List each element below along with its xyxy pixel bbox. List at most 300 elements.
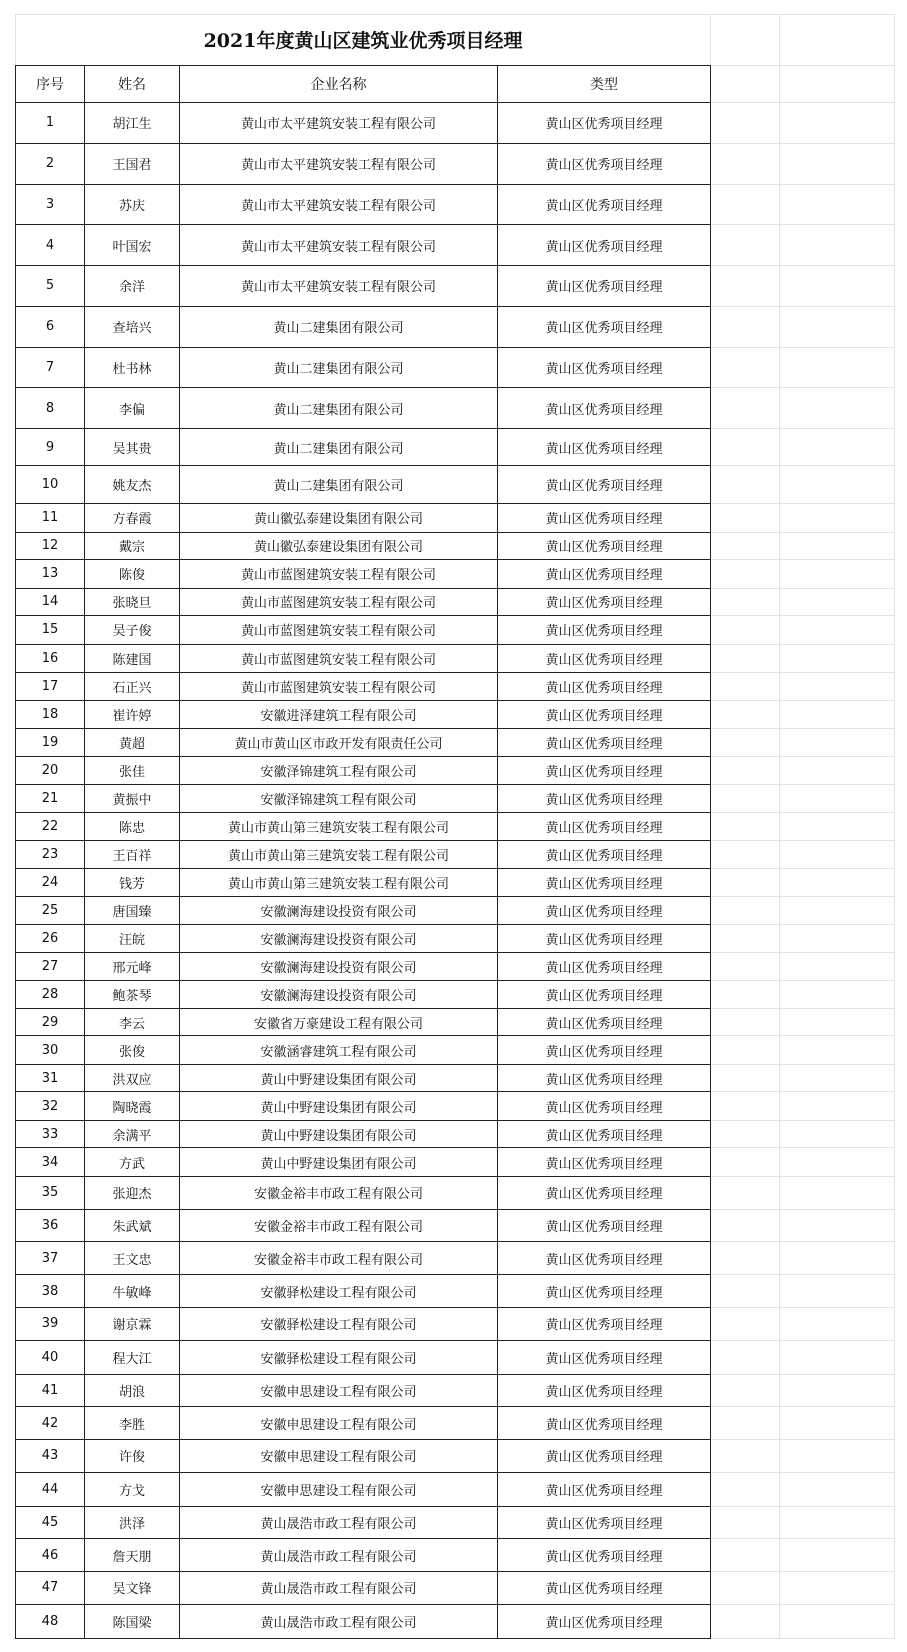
empty-cell[interactable] [711, 387, 780, 428]
row-company: 黄山市太平建筑安装工程有限公司 [180, 102, 498, 143]
empty-cell[interactable] [711, 1242, 780, 1275]
empty-cell[interactable] [780, 1242, 895, 1275]
empty-cell[interactable] [780, 306, 895, 347]
row-type: 黄山区优秀项目经理 [498, 387, 711, 428]
row-type: 黄山区优秀项目经理 [498, 143, 711, 184]
row-index: 7 [16, 347, 85, 387]
row-type: 黄山区优秀项目经理 [498, 347, 711, 387]
empty-cell[interactable] [711, 1506, 780, 1539]
row-type: 黄山区优秀项目经理 [498, 429, 711, 466]
row-name: 许俊 [85, 1440, 180, 1473]
header-company: 企业名称 [180, 65, 498, 102]
row-name: 余满平 [85, 1120, 180, 1147]
empty-cell[interactable] [711, 185, 780, 225]
row-type: 黄山区优秀项目经理 [498, 1506, 711, 1539]
row-index: 15 [16, 616, 85, 645]
table-row [16, 266, 895, 306]
empty-cell[interactable] [780, 1036, 895, 1065]
empty-cell[interactable] [711, 644, 780, 673]
table-row [16, 616, 895, 645]
empty-cell[interactable] [780, 1340, 895, 1374]
table-row [16, 1120, 895, 1147]
empty-cell[interactable] [780, 1604, 895, 1638]
row-index: 3 [16, 185, 85, 225]
row-type: 黄山区优秀项目经理 [498, 1407, 711, 1440]
empty-cell[interactable] [780, 1065, 895, 1092]
empty-cell[interactable] [780, 1092, 895, 1121]
header-name: 姓名 [85, 65, 180, 102]
row-type: 黄山区优秀项目经理 [498, 841, 711, 868]
row-type: 黄山区优秀项目经理 [498, 1472, 711, 1506]
table-row [16, 673, 895, 700]
empty-cell[interactable] [780, 924, 895, 953]
row-name: 叶国宏 [85, 225, 180, 266]
table-row [16, 1307, 895, 1340]
empty-cell[interactable] [780, 1407, 895, 1440]
empty-cell[interactable] [780, 1148, 895, 1177]
row-company: 黄山徽弘泰建设集团有限公司 [180, 532, 498, 559]
table-row [16, 225, 895, 266]
table-row [16, 729, 895, 756]
row-name: 张晓旦 [85, 588, 180, 615]
row-company: 黄山中野建设集团有限公司 [180, 1120, 498, 1147]
empty-cell[interactable] [711, 1036, 780, 1065]
row-type: 黄山区优秀项目经理 [498, 1340, 711, 1374]
table-row [16, 785, 895, 812]
empty-cell[interactable] [711, 897, 780, 924]
table-row [16, 924, 895, 953]
row-name: 谢京霖 [85, 1307, 180, 1340]
empty-cell[interactable] [780, 15, 895, 66]
row-type: 黄山区优秀项目经理 [498, 225, 711, 266]
empty-cell[interactable] [780, 673, 895, 700]
empty-cell[interactable] [780, 1307, 895, 1340]
row-index: 48 [16, 1604, 85, 1638]
empty-cell[interactable] [711, 65, 780, 102]
table-row [16, 1176, 895, 1209]
empty-cell[interactable] [711, 306, 780, 347]
row-name: 邢元峰 [85, 953, 180, 980]
empty-cell[interactable] [780, 1374, 895, 1407]
empty-cell[interactable] [711, 729, 780, 756]
row-name: 李胜 [85, 1407, 180, 1440]
empty-cell[interactable] [780, 616, 895, 645]
spreadsheet [15, 14, 894, 1639]
empty-cell[interactable] [780, 429, 895, 466]
row-index: 23 [16, 841, 85, 868]
row-name: 张佳 [85, 756, 180, 785]
row-index: 4 [16, 225, 85, 266]
empty-cell[interactable] [780, 1472, 895, 1506]
row-type: 黄山区优秀项目经理 [498, 1209, 711, 1242]
row-name: 石正兴 [85, 673, 180, 700]
empty-cell[interactable] [711, 1307, 780, 1340]
empty-cell[interactable] [780, 185, 895, 225]
row-name: 李云 [85, 1009, 180, 1036]
empty-cell[interactable] [780, 588, 895, 615]
table-row [16, 1407, 895, 1440]
empty-cell[interactable] [780, 225, 895, 266]
row-type: 黄山区优秀项目经理 [498, 700, 711, 729]
empty-cell[interactable] [780, 729, 895, 756]
row-company: 安徽金裕丰市政工程有限公司 [180, 1176, 498, 1209]
row-type: 黄山区优秀项目经理 [498, 868, 711, 897]
row-type: 黄山区优秀项目经理 [498, 266, 711, 306]
row-type: 黄山区优秀项目经理 [498, 1148, 711, 1177]
row-company: 黄山二建集团有限公司 [180, 347, 498, 387]
empty-cell[interactable] [780, 1506, 895, 1539]
row-index: 22 [16, 812, 85, 841]
row-index: 10 [16, 466, 85, 504]
empty-cell[interactable] [711, 1472, 780, 1506]
table-row [16, 306, 895, 347]
row-type: 黄山区优秀项目经理 [498, 1092, 711, 1121]
row-index: 2 [16, 143, 85, 184]
row-company: 黄山晟浩市政工程有限公司 [180, 1506, 498, 1539]
row-company: 黄山晟浩市政工程有限公司 [180, 1539, 498, 1572]
row-name: 黄振中 [85, 785, 180, 812]
table-row [16, 841, 895, 868]
table-row [16, 1275, 895, 1308]
empty-cell[interactable] [780, 700, 895, 729]
table-row [16, 1065, 895, 1092]
row-type: 黄山区优秀项目经理 [498, 1604, 711, 1638]
table-row [16, 532, 895, 559]
row-name: 陶晓霞 [85, 1092, 180, 1121]
row-type: 黄山区优秀项目经理 [498, 812, 711, 841]
row-type: 黄山区优秀项目经理 [498, 532, 711, 559]
empty-cell[interactable] [711, 1340, 780, 1374]
row-type: 黄山区优秀项目经理 [498, 1572, 711, 1605]
empty-cell[interactable] [711, 868, 780, 897]
empty-cell[interactable] [711, 1275, 780, 1308]
row-name: 余洋 [85, 266, 180, 306]
row-index: 20 [16, 756, 85, 785]
empty-cell[interactable] [711, 616, 780, 645]
row-name: 苏庆 [85, 185, 180, 225]
row-type: 黄山区优秀项目经理 [498, 1009, 711, 1036]
row-type: 黄山区优秀项目经理 [498, 1065, 711, 1092]
row-type: 黄山区优秀项目经理 [498, 1374, 711, 1407]
table-row [16, 953, 895, 980]
row-name: 陈俊 [85, 560, 180, 589]
row-company: 黄山中野建设集团有限公司 [180, 1092, 498, 1121]
empty-cell[interactable] [711, 785, 780, 812]
row-name: 黄超 [85, 729, 180, 756]
empty-cell[interactable] [780, 347, 895, 387]
row-index: 27 [16, 953, 85, 980]
row-name: 胡浪 [85, 1374, 180, 1407]
empty-cell[interactable] [711, 429, 780, 466]
empty-cell[interactable] [711, 1407, 780, 1440]
empty-cell[interactable] [780, 1275, 895, 1308]
empty-cell[interactable] [711, 980, 780, 1009]
table-title: 2021年度黄山区建筑业优秀项目经理 [16, 15, 711, 66]
empty-cell[interactable] [711, 953, 780, 980]
row-index: 9 [16, 429, 85, 466]
empty-cell[interactable] [780, 1209, 895, 1242]
row-name: 吴文锋 [85, 1572, 180, 1605]
empty-cell[interactable] [711, 266, 780, 306]
row-index: 5 [16, 266, 85, 306]
empty-cell[interactable] [711, 841, 780, 868]
empty-cell[interactable] [780, 868, 895, 897]
row-name: 吴其贵 [85, 429, 180, 466]
empty-cell[interactable] [711, 924, 780, 953]
row-company: 安徽澜海建设投资有限公司 [180, 924, 498, 953]
table-row [16, 1572, 895, 1605]
table-row [16, 700, 895, 729]
empty-cell[interactable] [711, 1092, 780, 1121]
empty-cell[interactable] [711, 673, 780, 700]
table-row [16, 1340, 895, 1374]
row-name: 查培兴 [85, 306, 180, 347]
row-company: 黄山市太平建筑安装工程有限公司 [180, 266, 498, 306]
empty-cell[interactable] [780, 1572, 895, 1605]
row-company: 安徽驿松建设工程有限公司 [180, 1340, 498, 1374]
row-company: 黄山中野建设集团有限公司 [180, 1065, 498, 1092]
row-name: 杜书林 [85, 347, 180, 387]
table-row [16, 1092, 895, 1121]
empty-cell[interactable] [780, 1176, 895, 1209]
empty-cell[interactable] [780, 1009, 895, 1036]
row-index: 32 [16, 1092, 85, 1121]
table-row [16, 429, 895, 466]
empty-cell[interactable] [711, 504, 780, 533]
row-company: 安徽驿松建设工程有限公司 [180, 1307, 498, 1340]
empty-cell[interactable] [711, 700, 780, 729]
empty-cell[interactable] [780, 812, 895, 841]
row-company: 黄山市蓝图建筑安装工程有限公司 [180, 673, 498, 700]
row-name: 张俊 [85, 1036, 180, 1065]
row-index: 38 [16, 1275, 85, 1308]
header-type: 类型 [498, 65, 711, 102]
row-company: 黄山市蓝图建筑安装工程有限公司 [180, 560, 498, 589]
table-row [16, 1036, 895, 1065]
empty-cell[interactable] [780, 266, 895, 306]
empty-cell[interactable] [711, 1176, 780, 1209]
row-company: 安徽申思建设工程有限公司 [180, 1374, 498, 1407]
empty-cell[interactable] [780, 1440, 895, 1473]
row-type: 黄山区优秀项目经理 [498, 102, 711, 143]
row-company: 黄山中野建设集团有限公司 [180, 1148, 498, 1177]
empty-cell[interactable] [711, 532, 780, 559]
row-type: 黄山区优秀项目经理 [498, 616, 711, 645]
table-row [16, 143, 895, 184]
row-index: 13 [16, 560, 85, 589]
row-index: 26 [16, 924, 85, 953]
row-index: 33 [16, 1120, 85, 1147]
row-index: 35 [16, 1176, 85, 1209]
empty-cell[interactable] [711, 1209, 780, 1242]
row-index: 1 [16, 102, 85, 143]
row-type: 黄山区优秀项目经理 [498, 1539, 711, 1572]
table-row [16, 588, 895, 615]
row-company: 黄山市黄山第三建筑安装工程有限公司 [180, 812, 498, 841]
table-row [16, 980, 895, 1009]
row-type: 黄山区优秀项目经理 [498, 306, 711, 347]
empty-cell[interactable] [711, 756, 780, 785]
row-company: 安徽驿松建设工程有限公司 [180, 1275, 498, 1308]
row-index: 46 [16, 1539, 85, 1572]
row-company: 黄山徽弘泰建设集团有限公司 [180, 504, 498, 533]
row-type: 黄山区优秀项目经理 [498, 673, 711, 700]
empty-cell[interactable] [711, 466, 780, 504]
row-index: 30 [16, 1036, 85, 1065]
empty-cell[interactable] [780, 897, 895, 924]
row-name: 汪皖 [85, 924, 180, 953]
table-row [16, 102, 895, 143]
row-index: 42 [16, 1407, 85, 1440]
table-row [16, 347, 895, 387]
empty-cell[interactable] [711, 1604, 780, 1638]
table-row [16, 644, 895, 673]
row-company: 黄山市黄山第三建筑安装工程有限公司 [180, 868, 498, 897]
row-company: 黄山晟浩市政工程有限公司 [180, 1572, 498, 1605]
row-index: 34 [16, 1148, 85, 1177]
empty-cell[interactable] [711, 1120, 780, 1147]
table-row [16, 1539, 895, 1572]
empty-cell[interactable] [711, 588, 780, 615]
table-row [16, 466, 895, 504]
empty-cell[interactable] [780, 841, 895, 868]
row-name: 鲍茶琴 [85, 980, 180, 1009]
row-name: 程大江 [85, 1340, 180, 1374]
row-index: 47 [16, 1572, 85, 1605]
row-company: 安徽澜海建设投资有限公司 [180, 953, 498, 980]
empty-cell[interactable] [780, 466, 895, 504]
row-company: 安徽省万豪建设工程有限公司 [180, 1009, 498, 1036]
row-name: 崔许婷 [85, 700, 180, 729]
empty-cell[interactable] [711, 1148, 780, 1177]
empty-cell[interactable] [711, 15, 780, 66]
empty-cell[interactable] [780, 785, 895, 812]
table-row [16, 897, 895, 924]
empty-cell[interactable] [711, 225, 780, 266]
row-type: 黄山区优秀项目经理 [498, 1307, 711, 1340]
empty-cell[interactable] [711, 1539, 780, 1572]
row-name: 方武 [85, 1148, 180, 1177]
row-company: 黄山市蓝图建筑安装工程有限公司 [180, 588, 498, 615]
empty-cell[interactable] [780, 560, 895, 589]
empty-cell[interactable] [711, 1065, 780, 1092]
table-row [16, 756, 895, 785]
row-name: 张迎杰 [85, 1176, 180, 1209]
row-type: 黄山区优秀项目经理 [498, 980, 711, 1009]
row-index: 24 [16, 868, 85, 897]
table-row [16, 560, 895, 589]
empty-cell[interactable] [711, 560, 780, 589]
row-name: 朱武斌 [85, 1209, 180, 1242]
empty-cell[interactable] [711, 1440, 780, 1473]
row-company: 安徽申思建设工程有限公司 [180, 1407, 498, 1440]
table-row [16, 812, 895, 841]
table-row [16, 1242, 895, 1275]
row-index: 40 [16, 1340, 85, 1374]
row-name: 牛敏峰 [85, 1275, 180, 1308]
empty-cell[interactable] [780, 102, 895, 143]
empty-cell[interactable] [711, 143, 780, 184]
row-index: 29 [16, 1009, 85, 1036]
empty-cell[interactable] [711, 347, 780, 387]
empty-cell[interactable] [780, 65, 895, 102]
row-index: 18 [16, 700, 85, 729]
row-index: 12 [16, 532, 85, 559]
title-row [16, 15, 895, 66]
row-company: 安徽澜海建设投资有限公司 [180, 897, 498, 924]
empty-cell[interactable] [711, 1374, 780, 1407]
empty-cell[interactable] [780, 504, 895, 533]
table-row [16, 1472, 895, 1506]
row-name: 洪泽 [85, 1506, 180, 1539]
empty-cell[interactable] [780, 1539, 895, 1572]
empty-cell[interactable] [780, 756, 895, 785]
empty-cell[interactable] [780, 1120, 895, 1147]
empty-cell[interactable] [780, 953, 895, 980]
managers-table [15, 14, 895, 1639]
row-type: 黄山区优秀项目经理 [498, 504, 711, 533]
row-name: 钱芳 [85, 868, 180, 897]
row-index: 11 [16, 504, 85, 533]
row-type: 黄山区优秀项目经理 [498, 466, 711, 504]
row-type: 黄山区优秀项目经理 [498, 756, 711, 785]
row-index: 37 [16, 1242, 85, 1275]
empty-cell[interactable] [711, 1009, 780, 1036]
row-company: 黄山市黄山第三建筑安装工程有限公司 [180, 841, 498, 868]
row-type: 黄山区优秀项目经理 [498, 185, 711, 225]
row-type: 黄山区优秀项目经理 [498, 644, 711, 673]
header-index: 序号 [16, 65, 85, 102]
row-index: 36 [16, 1209, 85, 1242]
row-index: 16 [16, 644, 85, 673]
row-company: 黄山晟浩市政工程有限公司 [180, 1604, 498, 1638]
empty-cell[interactable] [780, 143, 895, 184]
row-index: 41 [16, 1374, 85, 1407]
table-row [16, 1374, 895, 1407]
row-name: 唐国臻 [85, 897, 180, 924]
row-index: 19 [16, 729, 85, 756]
row-index: 17 [16, 673, 85, 700]
row-type: 黄山区优秀项目经理 [498, 588, 711, 615]
table-row [16, 1148, 895, 1177]
row-name: 王文忠 [85, 1242, 180, 1275]
table-row [16, 1009, 895, 1036]
empty-cell[interactable] [711, 102, 780, 143]
row-company: 安徽金裕丰市政工程有限公司 [180, 1242, 498, 1275]
row-type: 黄山区优秀项目经理 [498, 897, 711, 924]
row-type: 黄山区优秀项目经理 [498, 1440, 711, 1473]
table-row [16, 868, 895, 897]
table-row [16, 1506, 895, 1539]
empty-cell[interactable] [780, 532, 895, 559]
row-company: 黄山市黄山区市政开发有限责任公司 [180, 729, 498, 756]
empty-cell[interactable] [711, 812, 780, 841]
row-name: 陈建国 [85, 644, 180, 673]
row-type: 黄山区优秀项目经理 [498, 924, 711, 953]
empty-cell[interactable] [780, 644, 895, 673]
row-type: 黄山区优秀项目经理 [498, 560, 711, 589]
row-company: 安徽金裕丰市政工程有限公司 [180, 1209, 498, 1242]
row-type: 黄山区优秀项目经理 [498, 785, 711, 812]
row-company: 安徽涵睿建筑工程有限公司 [180, 1036, 498, 1065]
empty-cell[interactable] [780, 387, 895, 428]
row-company: 黄山二建集团有限公司 [180, 387, 498, 428]
row-name: 王国君 [85, 143, 180, 184]
table-row [16, 1604, 895, 1638]
empty-cell[interactable] [711, 1572, 780, 1605]
row-name: 方戈 [85, 1472, 180, 1506]
empty-cell[interactable] [780, 980, 895, 1009]
